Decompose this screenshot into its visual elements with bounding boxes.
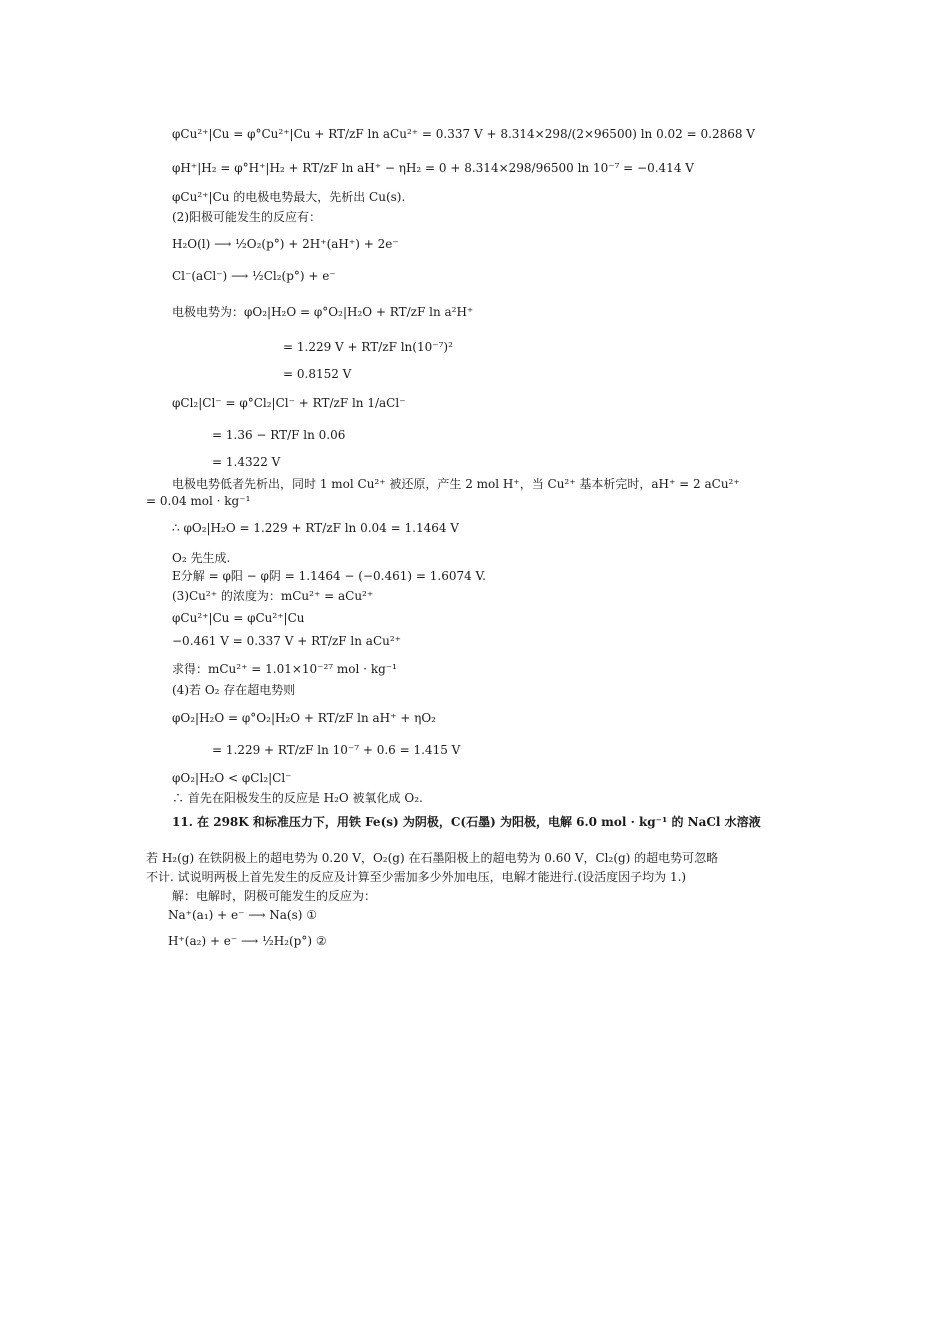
text-lower-potential-first: 电极电势低者先析出，同时 1 mol Cu²⁺ 被还原，产生 2 mol H⁺，当 Cu²⁺ 基本析完时，aH⁺ = 2 aCu²⁺ [172,477,740,491]
text-cu-deposit-first: φCu²⁺|Cu 的电极电势最大，先析出 Cu(s). [172,190,406,204]
equation-o2-potential-result: = 0.8152 V [283,367,352,381]
equation-cu-electrode-potential: φCu²⁺|Cu = φ°Cu²⁺|Cu + RT/zF ln aCu²⁺ = 0.337 V + 8.314×298/(2×96500) ln 0.02 = 0.2868 V [172,127,755,141]
solution-intro: 解：电解时，阴极可能发生的反应为： [172,889,377,903]
equation-o2-potential: 电极电势为：φO₂|H₂O = φ°O₂|H₂O + RT/zF ln a²H⁺ [172,305,474,319]
conclusion-anode-reaction: ∴ 首先在阳极发生的反应是 H₂O 被氧化成 O₂. [172,791,423,805]
section-4-heading: (4)若 O₂ 存在超电势则 [172,683,296,697]
equation-h-electrode-potential: φH⁺|H₂ = φ°H⁺|H₂ + RT/zF ln aH⁺ − ηH₂ = 0 + 8.314×298/96500 ln 10⁻⁷ = −0.414 V [172,161,694,175]
equation-cl2-potential-result: = 1.4322 V [212,455,281,469]
comparison-o2-cl2: φO₂|H₂O < φCl₂|Cl⁻ [172,771,292,785]
section-3-heading: (3)Cu²⁺ 的浓度为：mCu²⁺ = aCu²⁺ [172,589,374,603]
reaction-chloride-oxidation: Cl⁻(aCl⁻) ⟶ ½Cl₂(p°) + e⁻ [172,269,336,283]
problem-11-statement-cont: 若 H₂(g) 在铁阴极上的超电势为 0.20 V，O₂(g) 在石墨阳极上的超电势为 0.60 V，Cl₂(g) 的超电势可忽略 [146,851,719,865]
section-2-heading: (2)阳极可能发生的反应有： [172,210,321,224]
problem-11-statement-cont2: 不计. 试说明两极上首先发生的反应及计算至少需加多少外加电压，电解才能进行.(设活度因子均为 1.) [146,870,687,884]
equation-cl2-potential: φCl₂|Cl⁻ = φ°Cl₂|Cl⁻ + RT/zF ln 1/aCl⁻ [172,396,406,410]
equation-decomposition-voltage: E分解 = φ阳 − φ阴 = 1.1464 − (−0.461) = 1.6074 V. [172,569,486,583]
equation-o2-overpotential: φO₂|H₂O = φ°O₂|H₂O + RT/zF ln aH⁺ + ηO₂ [172,711,436,725]
problem-11-statement: 11. 在 298K 和标准压力下，用铁 Fe(s) 为阴极，C(石墨) 为阳极，电解 6.0 mol · kg⁻¹ 的 NaCl 水溶液 [172,815,761,829]
reaction-sodium-reduction: Na⁺(a₁) + e⁻ ⟶ Na(s) ① [168,908,318,922]
equation-potential-equal: φCu²⁺|Cu = φCu²⁺|Cu [172,611,305,625]
equation-cl2-potential-step2: = 1.36 − RT/F ln 0.06 [212,428,346,442]
equation-cu-concentration: −0.461 V = 0.337 V + RT/zF ln aCu²⁺ [172,634,402,648]
equation-o2-potential-at-end: ∴ φO₂|H₂O = 1.229 + RT/zF ln 0.04 = 1.1464 V [172,521,459,535]
equation-o2-potential-step2: = 1.229 V + RT/zF ln(10⁻⁷)² [283,340,453,354]
equation-o2-overpotential-result: = 1.229 + RT/zF ln 10⁻⁷ + 0.6 = 1.415 V [212,743,461,757]
text-cu-concentration-result: 求得：mCu²⁺ = 1.01×10⁻²⁷ mol · kg⁻¹ [172,662,397,676]
reaction-hydrogen-reduction: H⁺(a₂) + e⁻ ⟶ ½H₂(p°) ② [168,934,327,948]
text-activity-value: = 0.04 mol · kg⁻¹ [146,494,251,508]
text-o2-first: O₂ 先生成. [172,551,231,565]
reaction-water-oxidation: H₂O(l) ⟶ ½O₂(p°) + 2H⁺(aH⁺) + 2e⁻ [172,237,399,251]
